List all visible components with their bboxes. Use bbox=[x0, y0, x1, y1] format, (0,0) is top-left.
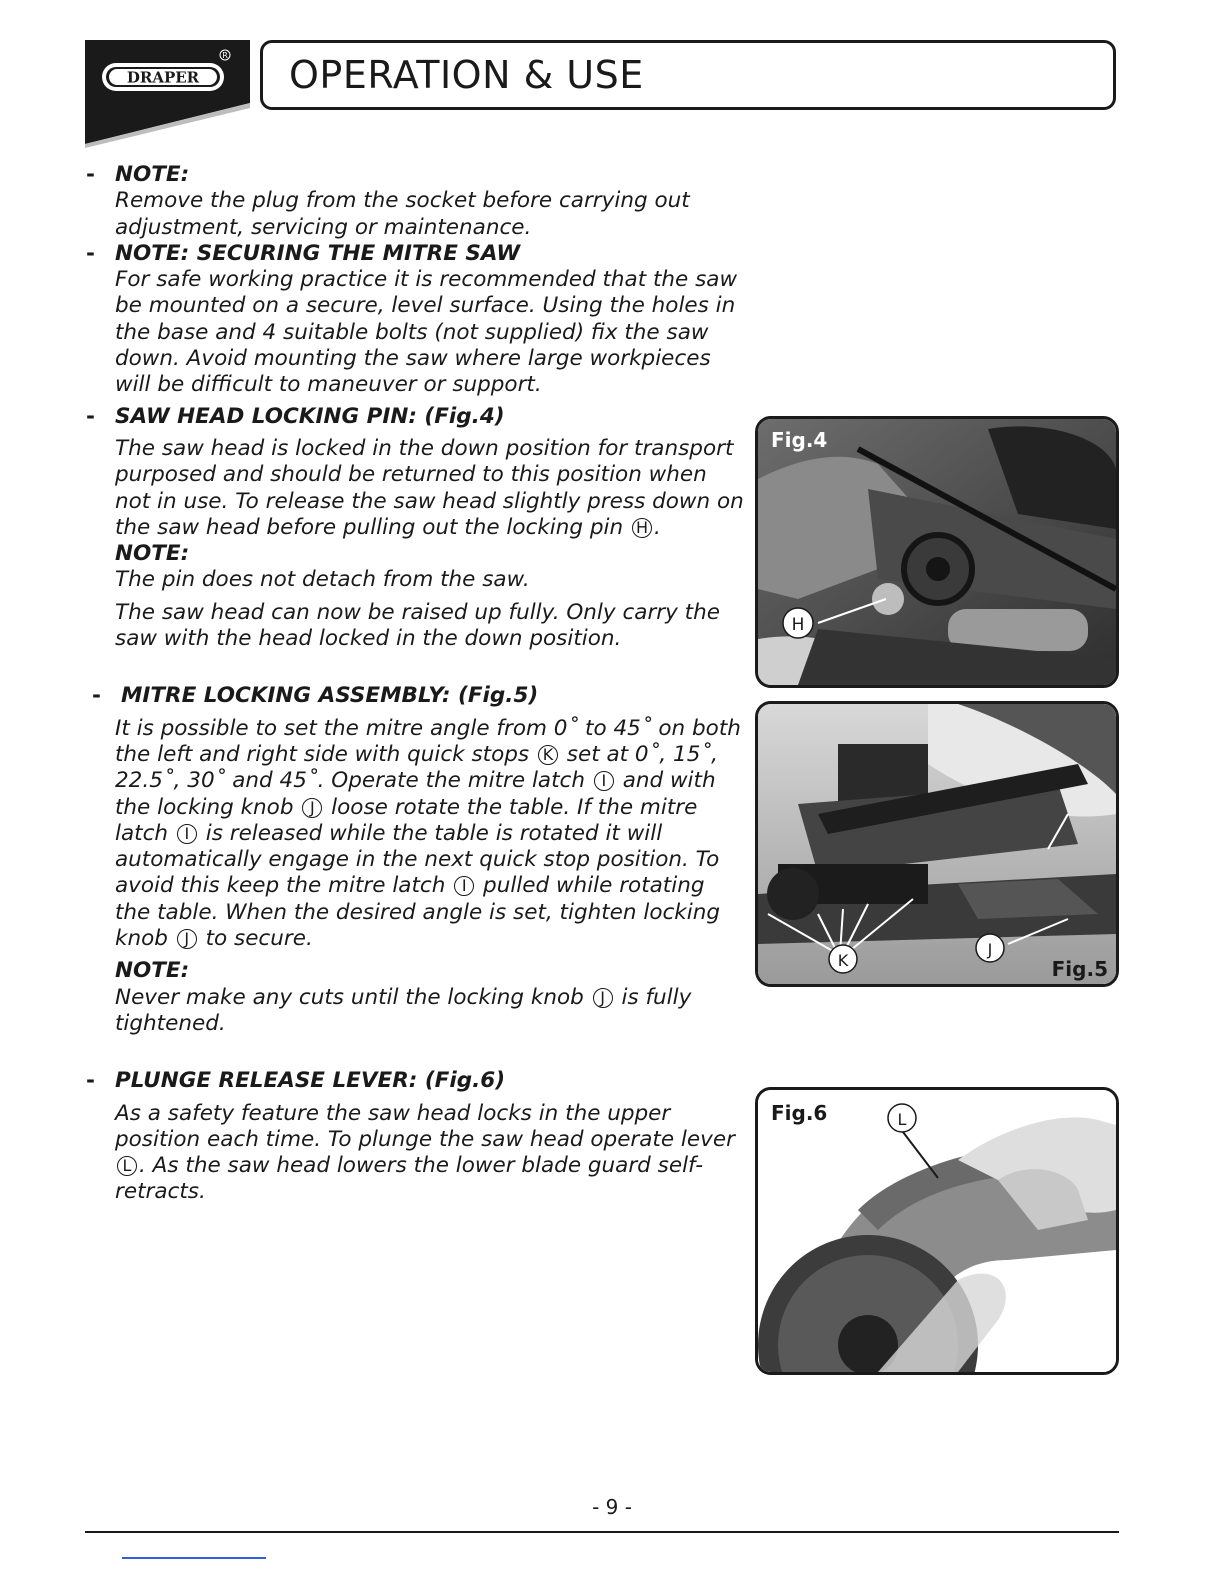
page-title-box bbox=[260, 40, 1116, 110]
figure-4-photo bbox=[758, 419, 1116, 685]
section-body: For safe working practice it is recommended that the saw be mounted on a secure, level surface. Using the holes in the base and 4 suitable bolts (not supplied) fix the saw down. Avoid mounting the saw where large workpieces will be difficult to maneuver or support. bbox=[115, 267, 738, 398]
section-heading: SAW HEAD LOCKING PIN: (Fig.4) bbox=[115, 403, 505, 429]
callout-i: I bbox=[594, 771, 614, 791]
section-heading: PLUNGE RELEASE LEVER: (Fig.6) bbox=[115, 1068, 506, 1094]
callout-h: H bbox=[632, 518, 652, 538]
fig6-callout-l: L bbox=[897, 1110, 907, 1129]
mitre-locking-assembly: - MITRE LOCKING ASSEMBLY: (Fig.5) It is possible to set the mitre angle from 0˚ to 45˚ on both the left and right side with quick stops K set at 0˚, 15˚, 22.5˚, 30˚ and 45˚. Operate the mitre latch I and with the locking knob J loose rotate the table. If the mitre latch I is released while the table is rotated it will automatically engage in the next quick stop position. To avoid this keep the mitre latch I pulled while rotating the table. When the desired angle is set, tighten locking knob J to secure. NOTE: Never make any cuts until the locking knob J is fully tightened. bbox=[92, 683, 746, 1037]
section-body: The saw head is locked in the down position for transport purposed and should be returned to this position when not in use. To release the saw head slightly press down on the saw head before pulling out the locking pin bbox=[115, 435, 744, 540]
section-body: The saw head can now be raised up fully. Only carry the saw with the head locked in the down position. bbox=[115, 599, 720, 652]
draper-logo bbox=[85, 40, 250, 148]
callout-j: J bbox=[177, 929, 197, 949]
note-securing: - NOTE: SECURING THE MITRE SAW For safe working practice it is recommended that the saw be mounted on a secure, level surface. Using the holes in the base and 4 suitable bolts (not supplied) fix the saw down. Avoid mounting the saw where large workpieces will be difficult to maneuver or support. bbox=[86, 241, 746, 399]
fig5-callout-k: K bbox=[837, 951, 849, 970]
callout-i: I bbox=[454, 876, 474, 896]
note-unplug: - NOTE: Remove the plug from the socket before carrying out adjustment, servicing or maintenance. bbox=[86, 162, 746, 241]
section-heading: NOTE: bbox=[115, 162, 190, 187]
section-heading: NOTE: SECURING THE MITRE SAW bbox=[115, 240, 521, 266]
callout-j: J bbox=[593, 988, 613, 1008]
plunge-release-lever: - PLUNGE RELEASE LEVER: (Fig.6) As a safety feature the saw head locks in the upper position each time. To plunge the saw head operate lever L . As the saw head lowers the lower blade guard self-retracts. bbox=[86, 1068, 746, 1205]
note-heading: NOTE: bbox=[115, 541, 190, 567]
fig5-callout-j: J bbox=[987, 940, 993, 959]
note-heading: NOTE: bbox=[115, 958, 190, 984]
section-body: Remove the plug from the socket before carrying out adjustment, servicing or maintenance. bbox=[115, 188, 690, 240]
figure-6-label: Fig.6 bbox=[771, 1101, 828, 1125]
figure-5-label: Fig.5 bbox=[1051, 957, 1108, 981]
page-title: OPERATION & USE bbox=[289, 53, 644, 97]
callout-l: L bbox=[117, 1156, 137, 1176]
logo-text: DRAPER bbox=[126, 68, 200, 87]
footer-divider bbox=[85, 1531, 1119, 1533]
callout-k: K bbox=[538, 745, 558, 765]
figure-5-photo bbox=[758, 704, 1116, 984]
callout-j: J bbox=[302, 798, 322, 818]
footer-link-underline bbox=[122, 1557, 266, 1559]
instructions bbox=[86, 162, 746, 1206]
figure-6-photo bbox=[758, 1090, 1116, 1372]
svg-text:R: R bbox=[222, 51, 228, 60]
figure-4-label: Fig.4 bbox=[771, 428, 828, 452]
note-body: The pin does not detach from the saw. bbox=[115, 567, 530, 593]
figure-5 bbox=[755, 701, 1119, 987]
page-number: - 9 - bbox=[592, 1495, 632, 1519]
saw-head-locking-pin: - SAW HEAD LOCKING PIN: (Fig.4) The saw head is locked in the down position for transport purposed and should be returned to this position when not in use. To release the saw head slightly press down on the saw head before pulling out the locking pin H . NOTE: The pin does not detach from the saw. The saw head can now be raised up fully. Only carry the saw with the head locked in the down position. bbox=[86, 404, 746, 653]
figure-4 bbox=[755, 416, 1119, 688]
figure-6 bbox=[755, 1087, 1119, 1375]
fig4-callout-h: H bbox=[791, 615, 805, 635]
section-heading: MITRE LOCKING ASSEMBLY: (Fig.5) bbox=[121, 683, 539, 709]
callout-i: I bbox=[177, 824, 197, 844]
